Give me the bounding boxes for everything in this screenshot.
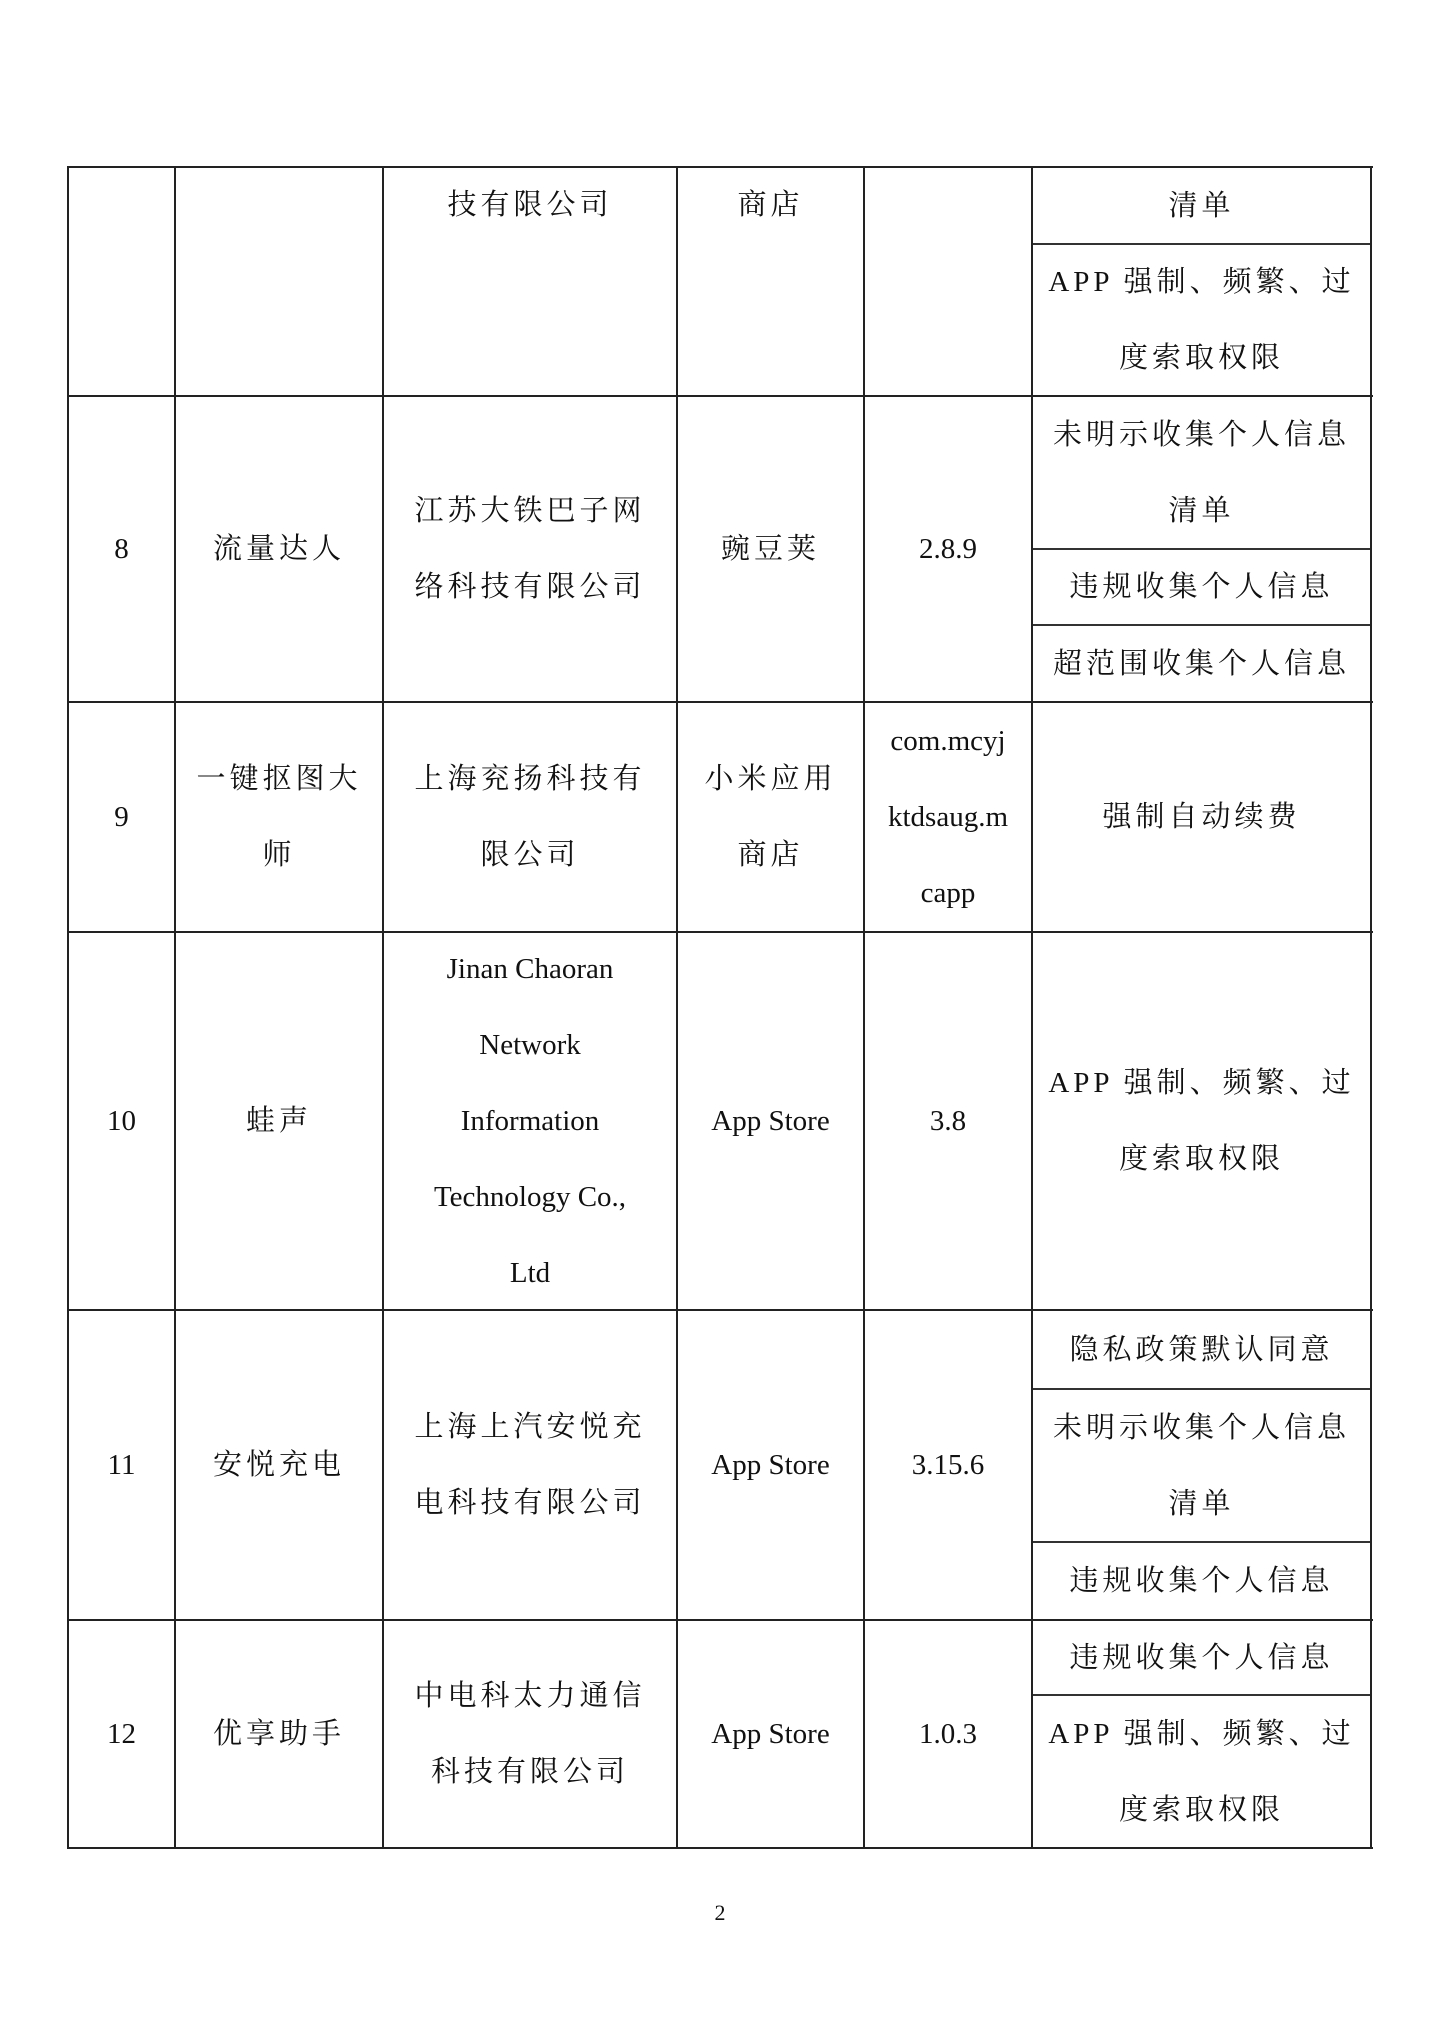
row-number-line: 9 bbox=[114, 801, 129, 833]
app-name bbox=[175, 167, 383, 396]
issue-item-line: 清单 bbox=[1168, 494, 1235, 527]
table-rule bbox=[68, 931, 1373, 933]
app-name-line: 优享助手 bbox=[212, 1718, 345, 1750]
issue-item bbox=[1032, 1695, 1371, 1848]
app-version-line: ktdsaug.m bbox=[887, 801, 1009, 833]
app-version-line: capp bbox=[920, 877, 976, 909]
issue-item bbox=[1032, 244, 1371, 396]
issue-item bbox=[1032, 1620, 1371, 1695]
issue-item-line: 度索取权限 bbox=[1118, 342, 1284, 374]
table-rule bbox=[1032, 1541, 1371, 1543]
row-number bbox=[68, 1310, 175, 1620]
table-rule bbox=[68, 1619, 1373, 1621]
table-rule bbox=[174, 166, 176, 1849]
table-rule bbox=[1031, 166, 1033, 1849]
table-rule bbox=[68, 701, 1373, 703]
developer-name-line: Ltd bbox=[509, 1257, 551, 1289]
issue-item-line: 清单 bbox=[1168, 1487, 1235, 1520]
app-source-line: App Store bbox=[711, 1449, 830, 1481]
issue-item-line: 度索取权限 bbox=[1118, 1793, 1284, 1826]
row-number-line: 10 bbox=[107, 1105, 136, 1137]
developer-name bbox=[383, 1310, 677, 1620]
app-source-line: 小米应用 bbox=[704, 763, 837, 795]
app-version bbox=[864, 702, 1032, 932]
table-rule bbox=[1032, 624, 1371, 626]
developer-name-line: Jinan Chaoran bbox=[446, 953, 614, 985]
issue-item bbox=[1032, 932, 1371, 1310]
row-number-line: 11 bbox=[107, 1449, 136, 1481]
issue-item-line: 度索取权限 bbox=[1118, 1143, 1284, 1175]
table-rule bbox=[68, 395, 1373, 397]
app-name-line: 安悦充电 bbox=[212, 1449, 345, 1481]
issue-item-line: 超范围收集个人信息 bbox=[1052, 647, 1350, 680]
app-version bbox=[864, 1310, 1032, 1620]
developer-name-line: 上海兖扬科技有 bbox=[414, 763, 646, 795]
row-number bbox=[68, 1620, 175, 1848]
developer-name-line: 科技有限公司 bbox=[430, 1756, 629, 1788]
app-name bbox=[175, 1310, 383, 1620]
app-source bbox=[677, 1620, 864, 1848]
table-rule bbox=[68, 166, 1373, 168]
app-source bbox=[677, 702, 864, 932]
app-source-line: App Store bbox=[711, 1105, 830, 1137]
app-version bbox=[864, 396, 1032, 702]
page-number: 2 bbox=[714, 1900, 726, 1925]
app-version-line: 1.0.3 bbox=[919, 1718, 977, 1750]
row-number bbox=[68, 396, 175, 702]
app-name-line: 流量达人 bbox=[212, 533, 345, 565]
app-source-line: 商店 bbox=[737, 189, 804, 221]
developer-name-line: 技有限公司 bbox=[447, 189, 613, 221]
app-version-line: 3.8 bbox=[929, 1105, 967, 1137]
table-rule bbox=[676, 166, 678, 1849]
app-source bbox=[677, 167, 864, 396]
developer-name-line: 络科技有限公司 bbox=[414, 571, 646, 603]
developer-name bbox=[383, 167, 677, 396]
issue-item-line: APP 强制、频繁、过 bbox=[1048, 1067, 1355, 1099]
issue-item-line: 未明示收集个人信息 bbox=[1052, 418, 1350, 451]
row-number bbox=[68, 702, 175, 932]
issue-item-line: 隐私政策默认同意 bbox=[1069, 1333, 1334, 1366]
developer-name-line: Technology Co., bbox=[433, 1181, 627, 1213]
issue-item bbox=[1032, 1310, 1371, 1389]
table-rule bbox=[67, 166, 69, 1849]
app-name bbox=[175, 932, 383, 1310]
issue-item-line: 未明示收集个人信息 bbox=[1052, 1411, 1350, 1444]
row-number-line: 12 bbox=[107, 1718, 136, 1750]
app-source bbox=[677, 396, 864, 702]
row-number-line: 8 bbox=[114, 533, 129, 565]
table-rule bbox=[382, 166, 384, 1849]
developer-name-line: 上海上汽安悦充 bbox=[414, 1411, 646, 1443]
table-rule bbox=[1032, 548, 1371, 550]
developer-name-line: 电科技有限公司 bbox=[414, 1487, 646, 1519]
issue-item bbox=[1032, 396, 1371, 549]
developer-name-line: 中电科太力通信 bbox=[414, 1680, 646, 1712]
issue-item bbox=[1032, 167, 1371, 244]
issue-item bbox=[1032, 625, 1371, 702]
app-version-line: 2.8.9 bbox=[919, 533, 977, 565]
developer-name-line: Information bbox=[460, 1105, 600, 1137]
app-name-line: 师 bbox=[262, 839, 296, 871]
app-name-line: 蛙声 bbox=[245, 1105, 312, 1137]
issue-item bbox=[1032, 1389, 1371, 1542]
app-source bbox=[677, 932, 864, 1310]
app-source-line: 豌豆荚 bbox=[720, 533, 820, 565]
table-rule bbox=[1032, 243, 1371, 245]
table-rule bbox=[1370, 166, 1372, 1849]
developer-name-line: 限公司 bbox=[480, 839, 580, 871]
developer-name bbox=[383, 1620, 677, 1848]
app-name-line: 一键抠图大 bbox=[196, 763, 362, 795]
app-source-line: 商店 bbox=[737, 839, 804, 871]
app-name bbox=[175, 396, 383, 702]
issue-item bbox=[1032, 702, 1371, 932]
developer-name-line: 江苏大铁巴子网 bbox=[414, 495, 646, 527]
issue-item-line: 违规收集个人信息 bbox=[1069, 571, 1334, 603]
issue-item-line: APP 强制、频繁、过 bbox=[1048, 266, 1355, 298]
table-rule bbox=[863, 166, 865, 1849]
developer-name bbox=[383, 932, 677, 1310]
row-number bbox=[68, 932, 175, 1310]
app-source-line: App Store bbox=[711, 1718, 830, 1750]
issue-item-line: 违规收集个人信息 bbox=[1069, 1565, 1334, 1597]
developer-name bbox=[383, 702, 677, 932]
app-version-line: com.mcyj bbox=[890, 725, 1006, 757]
table-rule bbox=[68, 1847, 1373, 1849]
app-source bbox=[677, 1310, 864, 1620]
issue-item-line: 违规收集个人信息 bbox=[1069, 1641, 1334, 1674]
app-version-line: 3.15.6 bbox=[911, 1449, 985, 1481]
issue-item-line: 强制自动续费 bbox=[1102, 801, 1301, 833]
issue-item bbox=[1032, 1542, 1371, 1620]
row-number bbox=[68, 167, 175, 396]
app-version bbox=[864, 932, 1032, 1310]
table-rule bbox=[1032, 1388, 1371, 1390]
table-rule bbox=[68, 1309, 1373, 1311]
issue-item-line: 清单 bbox=[1168, 189, 1235, 222]
issue-item bbox=[1032, 549, 1371, 625]
app-version bbox=[864, 1620, 1032, 1848]
issue-item-line: APP 强制、频繁、过 bbox=[1048, 1717, 1355, 1750]
app-name bbox=[175, 1620, 383, 1848]
developer-name-line: Network bbox=[479, 1029, 581, 1061]
app-version bbox=[864, 167, 1032, 396]
developer-name bbox=[383, 396, 677, 702]
table-rule bbox=[1032, 1694, 1371, 1696]
app-name bbox=[175, 702, 383, 932]
